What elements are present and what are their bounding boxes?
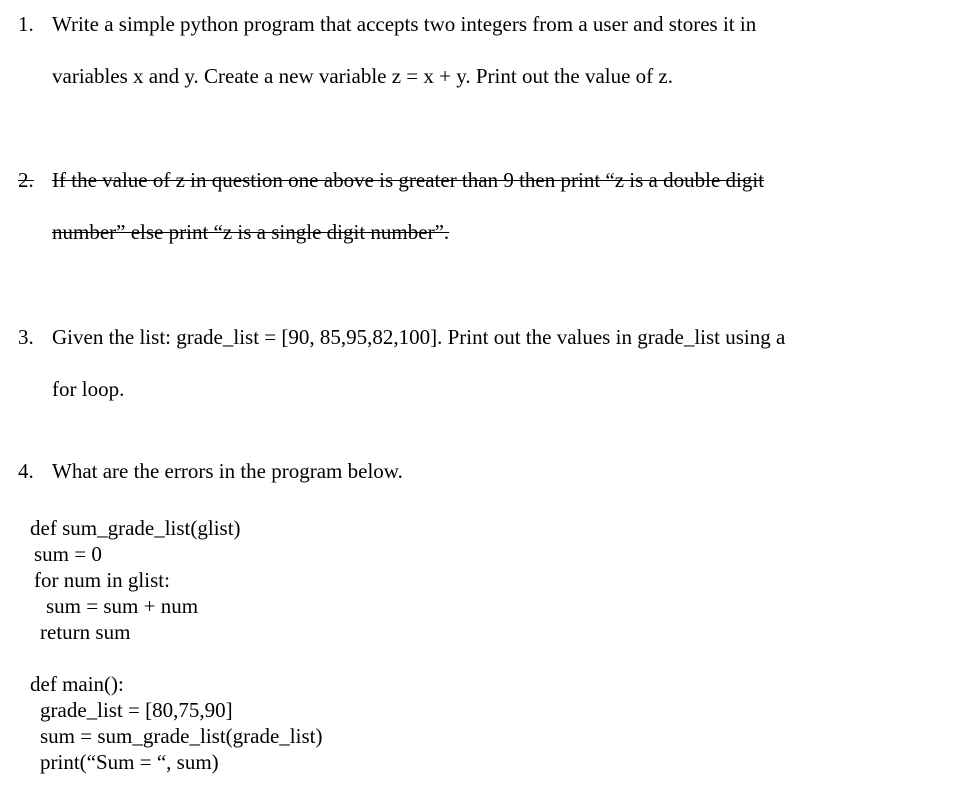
question-1-text-line-1: Write a simple python program that accepts two integers from a user and stores it in <box>52 12 757 36</box>
code-line-print: print(“Sum = “, sum) <box>40 750 219 774</box>
code-line-for-loop: for num in glist: <box>34 568 170 592</box>
question-3-text-line-2: for loop. <box>52 377 125 401</box>
code-line-return: return sum <box>40 620 131 644</box>
question-4-text-line-1: What are the errors in the program below. <box>52 459 403 483</box>
question-3-text-line-1: Given the list: grade_list = [90, 85,95,82,100]. Print out the values in grade_list using a <box>52 325 786 349</box>
question-4-number: 4. <box>18 459 34 483</box>
code-line-def-main: def main(): <box>30 672 124 696</box>
code-line-sum-accumulate: sum = sum + num <box>46 594 199 618</box>
code-line-def-sum-grade-list: def sum_grade_list(glist) <box>30 516 241 540</box>
code-line-grade-list: grade_list = [80,75,90] <box>40 698 233 722</box>
code-line-sum-init: sum = 0 <box>34 542 102 566</box>
question-3-number: 3. <box>18 325 34 349</box>
question-2-text-line-1: If the value of z in question one above is greater than 9 then print “z is a double digit <box>52 168 765 192</box>
question-1-text-line-2: variables x and y. Create a new variable z = x + y. Print out the value of z. <box>52 64 673 88</box>
question-2-number: 2. <box>18 168 34 192</box>
question-2-text-line-2: number” else print “z is a single digit number”. <box>52 220 450 244</box>
code-line-sum-call: sum = sum_grade_list(grade_list) <box>40 724 323 748</box>
question-1-number: 1. <box>18 12 34 36</box>
